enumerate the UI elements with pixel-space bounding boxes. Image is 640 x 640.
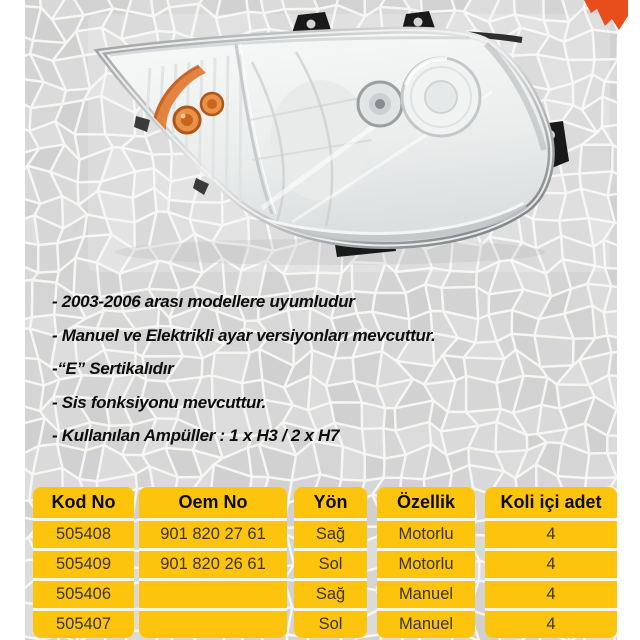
table-column-koli-ici-adet	[485, 487, 617, 638]
table-column-oem-no	[139, 487, 287, 638]
table-cell: 505409	[33, 551, 134, 578]
product-table	[0, 487, 640, 639]
table-column-yon	[294, 487, 367, 638]
feature-item: - Kullanılan Ampüller : 1 x H3 / 2 x H7	[52, 426, 340, 446]
table-header-cell: Oem No	[139, 487, 287, 518]
feature-list	[52, 285, 592, 453]
table-header-cell: Yön	[294, 487, 367, 518]
feature-item: - Manuel ve Elektrikli ayar versiyonları mevcuttur.	[52, 325, 436, 345]
table-cell: Manuel	[377, 581, 475, 608]
table-cell: Motorlu	[377, 551, 475, 578]
table-cell: 4	[485, 521, 617, 548]
table-cell: Sol	[294, 611, 367, 638]
table-cell: 4	[485, 551, 617, 578]
table-cell: Sağ	[294, 521, 367, 548]
table-column-kod-no	[33, 487, 134, 638]
table-cell	[139, 611, 287, 638]
table-cell: 901 820 27 61	[139, 521, 287, 548]
table-cell: 4	[485, 611, 617, 638]
table-cell: Sağ	[294, 581, 367, 608]
table-header-cell: Koli içi adet	[485, 487, 617, 518]
table-header-cell: Kod No	[33, 487, 134, 518]
table-cell: 4	[485, 581, 617, 608]
table-column-ozellik	[377, 487, 475, 638]
feature-item: - 2003-2006 arası modellere uyumludur	[52, 292, 355, 311]
table-cell: Sol	[294, 551, 367, 578]
table-cell: Motorlu	[377, 521, 475, 548]
table-cell	[139, 581, 287, 608]
table-cell: 505407	[33, 611, 134, 638]
feature-item: -“E” Sertikalıdır	[52, 359, 174, 379]
feature-item: - Sis fonksiyonu mevcuttur.	[52, 392, 266, 412]
table-cell: 505406	[33, 581, 134, 608]
table-cell: 505408	[33, 521, 134, 548]
table-cell: 901 820 26 61	[139, 551, 287, 578]
table-header-cell: Özellik	[377, 487, 475, 518]
table-cell: Manuel	[377, 611, 475, 638]
